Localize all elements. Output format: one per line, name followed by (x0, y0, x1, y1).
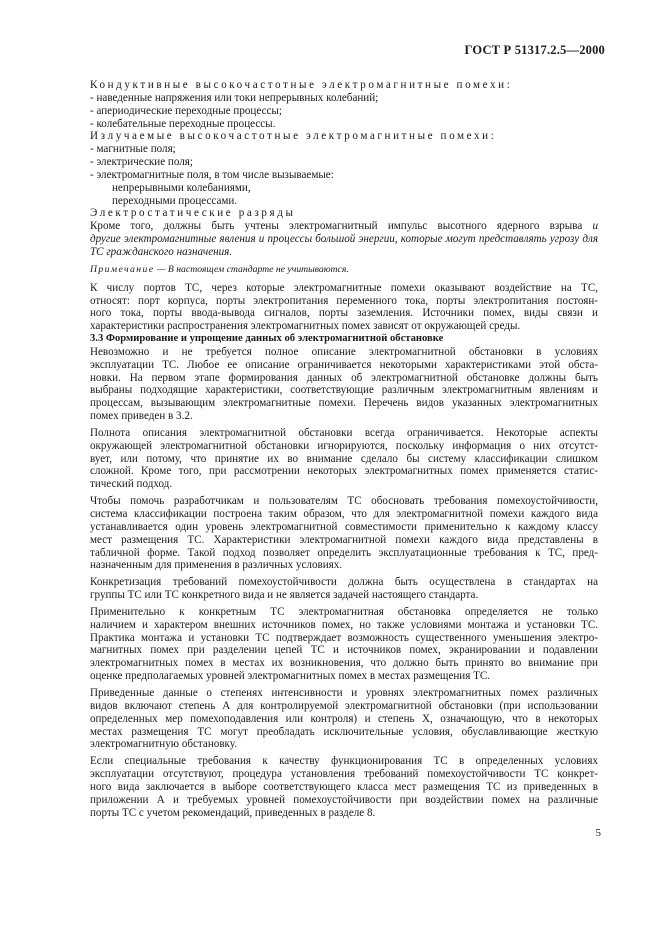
paragraph-text: Кроме того, должны быть учтены электромагнитный импульс высотного ядерного взрыва (90, 220, 593, 233)
paragraph-line: приложении А и требуемых уровней помехоустойчивости при воздействии помех на различные (90, 793, 598, 806)
paragraph-line: оценке предполагаемых уровней электромагнитных помех в местах размещения ТС. (90, 670, 491, 683)
paragraph-line: система классификации построена таким образом, что для электромагнитной помехи каждого вида (90, 508, 598, 520)
paragraph-line: помех приведен в 3.2. (90, 410, 193, 423)
list-heading-esd: Электростатические разряды (90, 207, 296, 220)
paragraph-line-italic: ТС гражданского назначения. (90, 245, 233, 258)
paragraph-line: магнитных помех при разделении цепей ТС и источников помех, экранировании и подавлении (90, 644, 598, 657)
list-item: - электромагнитные поля, в том числе вызываемые: (90, 168, 334, 181)
list-heading-conducted: Кондуктивные высокочастотные электромагнитные помехи: (90, 79, 513, 91)
paragraph-line: сложной. Кроме того, при рассмотрении некоторых электромагнитных помех применяется статис- (90, 465, 598, 478)
paragraph-line: характеристики распространения электромагнитных помех зависят от окружающей среды. (90, 320, 521, 333)
paragraph-line: электромагнитных помех в местах их возникновения, что должно быть принято во внимание при (90, 657, 598, 670)
list-item: - колебательные переходные процессы. (90, 117, 276, 130)
paragraph-line: Приведенные данные о степенях интенсивности и уровнях электромагнитных помех различных (90, 686, 598, 699)
paragraph-line: ного вида заключается в выборе соответствующего класса мест размещения ТС из приведенных в (90, 780, 598, 793)
paragraph-line: окружающей электромагнитной обстановки игнорируются, поскольку информация о них отсутст- (90, 439, 598, 452)
paragraph-line: Полнота описания электромагнитной обстановки всегда ограничивается. Некоторые аспекты (90, 426, 598, 439)
paragraph-line: Конкретизация требований помехоустойчивости должна быть осуществлена в стандартах на (90, 576, 598, 589)
list-subitem: переходными процессами. (112, 194, 238, 207)
paragraph-line (90, 220, 598, 233)
paragraph-line: К числу портов ТС, через которые электромагнитные помехи оказывают воздействие на ТС, (90, 281, 598, 294)
paragraph-line: ного тока, порты ввода-вывода сигналов, порты заземления. Источники помех, виды связи и (90, 307, 598, 320)
paragraph-line: относят: порт корпуса, порты электропитания переменного тока, порты электропитания постоян- (90, 294, 598, 307)
paragraph-line: наличием и характером внешних источников помех, но также условиями монтажа и установки ТС. (90, 618, 598, 631)
list-item: - наведенные напряжения или токи непрерывных колебаний; (90, 91, 379, 104)
paragraph-line: электромагнитную обстановку. (90, 738, 238, 751)
page-content (90, 79, 598, 819)
note-text: — В настоящем стандарте не учитываются. (154, 263, 349, 275)
document-header: ГОСТ Р 51317.2.5—2000 (464, 43, 605, 57)
paragraph-text-italic: и (592, 220, 598, 233)
paragraph-line: видов включают степень А для контролируемой электромагнитной обстановки (при использовании (90, 699, 598, 712)
note-label: Примечание (90, 263, 155, 275)
paragraph-line: мест размещения ТС. Характеристики электромагнитной помехи каждого вида представлены в (90, 533, 598, 546)
paragraph-line: табличной форме. Такой подход позволяет определить эксплуатационные требования к ТС, пред- (90, 546, 598, 559)
paragraph-line: вует, или потому, что принятие их во внимание сделало бы систему классификации слишком (90, 452, 598, 465)
list-item: - магнитные поля; (90, 143, 176, 156)
paragraph-line: Невозможно и не требуется полное описание электромагнитной обстановки в условиях (90, 345, 598, 358)
paragraph-line: группы ТС или ТС конкретного вида и не является задачей настоящего стандарта. (90, 589, 479, 602)
list-subitem: непрерывными колебаниями, (112, 181, 251, 194)
section-heading: 3.3 Формирование и упрощение данных об электромагнитной обстановке (90, 333, 444, 345)
paragraph-line: выбраны подходящие характеристики, соответствующие различным электромагнитным явлениям и (90, 384, 598, 397)
paragraph-line: Применительно к конкретным ТС электромагнитная обстановка определяется не только (90, 605, 598, 618)
paragraph-line: новки. На первом этапе формирования данных об электромагнитной обстановке должны быть (90, 371, 598, 384)
paragraph-line: местах размещения ТС могут преобладать исключительные условия, обуславливающие жесткую (90, 725, 598, 738)
paragraph-line: тический подход. (90, 478, 173, 491)
paragraph-line: эксплуатации отсутствуют, процедура установления требований помехоустойчивости ТС конкрет- (90, 768, 598, 781)
paragraph-line: назначенным для применения в различных условиях. (90, 559, 343, 572)
paragraph-line-italic: другие электромагнитные явления и процессы большой энергии, которые могут представлять угрозу для (90, 233, 598, 246)
note (90, 264, 598, 277)
paragraph-line: эксплуатации ТС. Любое ее описание ограничивается некоторыми характеристиками этой обста- (90, 358, 598, 371)
paragraph-line: порты ТС с учетом рекомендаций, приведенных в разделе 8. (90, 806, 376, 819)
page-number: 5 (595, 827, 601, 839)
paragraph-line: определенных мер помехоподавления или контроля) и степень Х, означающую, что в некоторых (90, 712, 598, 725)
paragraph-line: Практика монтажа и установки ТС подтверждает возможность существенного уменьшения электро- (90, 631, 598, 644)
list-item: - электрические поля; (90, 156, 193, 169)
paragraph-line: Чтобы помочь разработчикам и пользователям ТС обосновать требования помехоустойчивости, (90, 495, 598, 508)
list-item: - апериодические переходные процессы; (90, 104, 282, 117)
list-heading-radiated: Излучаемые высокочастотные электромагнитные помехи: (90, 130, 497, 143)
paragraph-line: процессам, вызывающим электромагнитные помехи. Перечень видов указанных электромагнитных (90, 397, 598, 410)
paragraph-line: устанавливается один уровень электромагнитной совместимости применительно к каждому классу (90, 520, 598, 533)
paragraph-line: Если специальные требования к качеству функционирования ТС в определенных условиях (90, 755, 598, 768)
